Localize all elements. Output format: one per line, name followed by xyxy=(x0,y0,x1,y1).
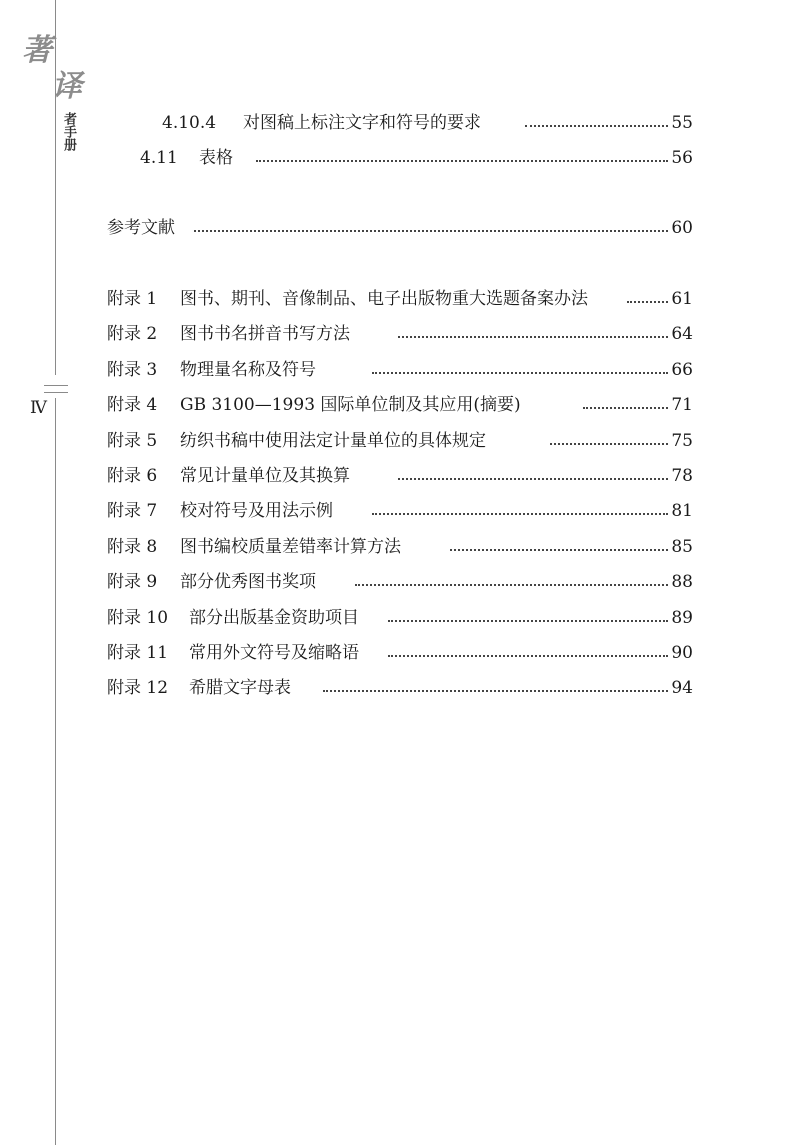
toc-number: 4.11 xyxy=(140,148,178,168)
toc-title: 对图稿上标注文字和符号的要求 xyxy=(243,113,481,133)
toc-leader-dots xyxy=(583,407,668,409)
toc-entry-appendix-9[interactable] xyxy=(0,569,800,595)
toc-number: 附录 12 xyxy=(107,678,169,698)
margin-tick-upper xyxy=(44,385,68,386)
toc-leader-dots xyxy=(398,478,668,480)
toc-page: 66 xyxy=(671,360,693,380)
toc-number: 附录 8 xyxy=(107,537,158,557)
toc-entry-appendix-2[interactable] xyxy=(0,321,800,347)
toc-title: 部分出版基金资助项目 xyxy=(189,608,359,628)
toc-entry-appendix-3[interactable] xyxy=(0,357,800,383)
toc-title: 图书书名拼音书写方法 xyxy=(180,324,350,344)
toc-number: 附录 6 xyxy=(107,466,158,486)
toc-entry-appendix-5[interactable] xyxy=(0,428,800,454)
toc-leader-dots xyxy=(627,301,668,303)
toc-page: 55 xyxy=(671,113,693,133)
toc-leader-dots xyxy=(398,336,668,338)
toc-title: 表格 xyxy=(199,148,233,168)
toc-page: 61 xyxy=(671,289,693,309)
toc-title: GB 3100—1993 国际单位制及其应用(摘要) xyxy=(180,395,521,415)
toc-number: 附录 4 xyxy=(107,395,158,415)
toc-title: 物理量名称及符号 xyxy=(180,360,316,380)
toc-leader-dots xyxy=(388,655,668,657)
toc-entry-4-10-4[interactable] xyxy=(0,110,800,136)
toc-leader-dots xyxy=(372,372,668,374)
toc-leader-dots xyxy=(550,443,668,445)
toc-leader-dots xyxy=(256,160,668,162)
toc-leader-dots xyxy=(450,549,668,551)
toc-entry-appendix-1[interactable] xyxy=(0,286,800,312)
toc-leader-dots xyxy=(194,230,668,232)
toc-entry-references[interactable] xyxy=(0,215,800,241)
toc-entry-appendix-6[interactable] xyxy=(0,463,800,489)
toc-leader-dots xyxy=(525,125,668,127)
toc-page: 78 xyxy=(671,466,693,486)
toc-page: 88 xyxy=(671,572,693,592)
toc-page: 90 xyxy=(671,643,693,663)
toc-entry-4-11[interactable] xyxy=(0,145,800,171)
toc-page: 85 xyxy=(671,537,693,557)
toc-number: 附录 9 xyxy=(107,572,158,592)
toc-number: 附录 7 xyxy=(107,501,158,521)
toc-entry-appendix-8[interactable] xyxy=(0,534,800,560)
toc-leader-dots xyxy=(355,584,668,586)
toc-page: 75 xyxy=(671,431,693,451)
toc-number: 4.10.4 xyxy=(162,113,217,133)
toc-title: 图书、期刊、音像制品、电子出版物重大选题备案办法 xyxy=(180,289,588,309)
page-number-roman: Ⅳ xyxy=(30,398,47,418)
toc-title: 纺织书稿中使用法定计量单位的具体规定 xyxy=(180,431,486,451)
toc-entry-appendix-4[interactable] xyxy=(0,392,800,418)
toc-page: 89 xyxy=(671,608,693,628)
toc-number: 附录 1 xyxy=(107,289,158,309)
toc-title: 希腊文字母表 xyxy=(189,678,291,698)
toc-number: 附录 3 xyxy=(107,360,158,380)
toc-entry-appendix-11[interactable] xyxy=(0,640,800,666)
toc-leader-dots xyxy=(388,620,668,622)
toc-number: 附录 11 xyxy=(107,643,169,663)
toc-page: 56 xyxy=(671,148,693,168)
toc-number: 附录 2 xyxy=(107,324,158,344)
toc-title: 常用外文符号及缩略语 xyxy=(189,643,359,663)
toc-entry-appendix-12[interactable] xyxy=(0,675,800,701)
toc-title: 常见计量单位及其换算 xyxy=(180,466,350,486)
toc-page: 60 xyxy=(671,218,693,238)
toc-title: 校对符号及用法示例 xyxy=(180,501,333,521)
logo-char-1: 著 xyxy=(22,33,52,68)
toc-title: 图书编校质量差错率计算方法 xyxy=(180,537,401,557)
toc-page: 94 xyxy=(671,678,693,698)
toc-title: 参考文献 xyxy=(107,218,175,238)
book-subtitle: 者手册 xyxy=(61,112,76,151)
toc-entry-appendix-10[interactable] xyxy=(0,605,800,631)
toc-leader-dots xyxy=(323,690,668,692)
toc-entry-appendix-7[interactable] xyxy=(0,498,800,524)
toc-page: 64 xyxy=(671,324,693,344)
toc-number: 附录 10 xyxy=(107,608,169,628)
logo-char-2: 译 xyxy=(52,69,82,104)
toc-leader-dots xyxy=(372,513,668,515)
toc-page: 71 xyxy=(671,395,693,415)
toc-title: 部分优秀图书奖项 xyxy=(180,572,316,592)
toc-page: 81 xyxy=(671,501,693,521)
toc-number: 附录 5 xyxy=(107,431,158,451)
